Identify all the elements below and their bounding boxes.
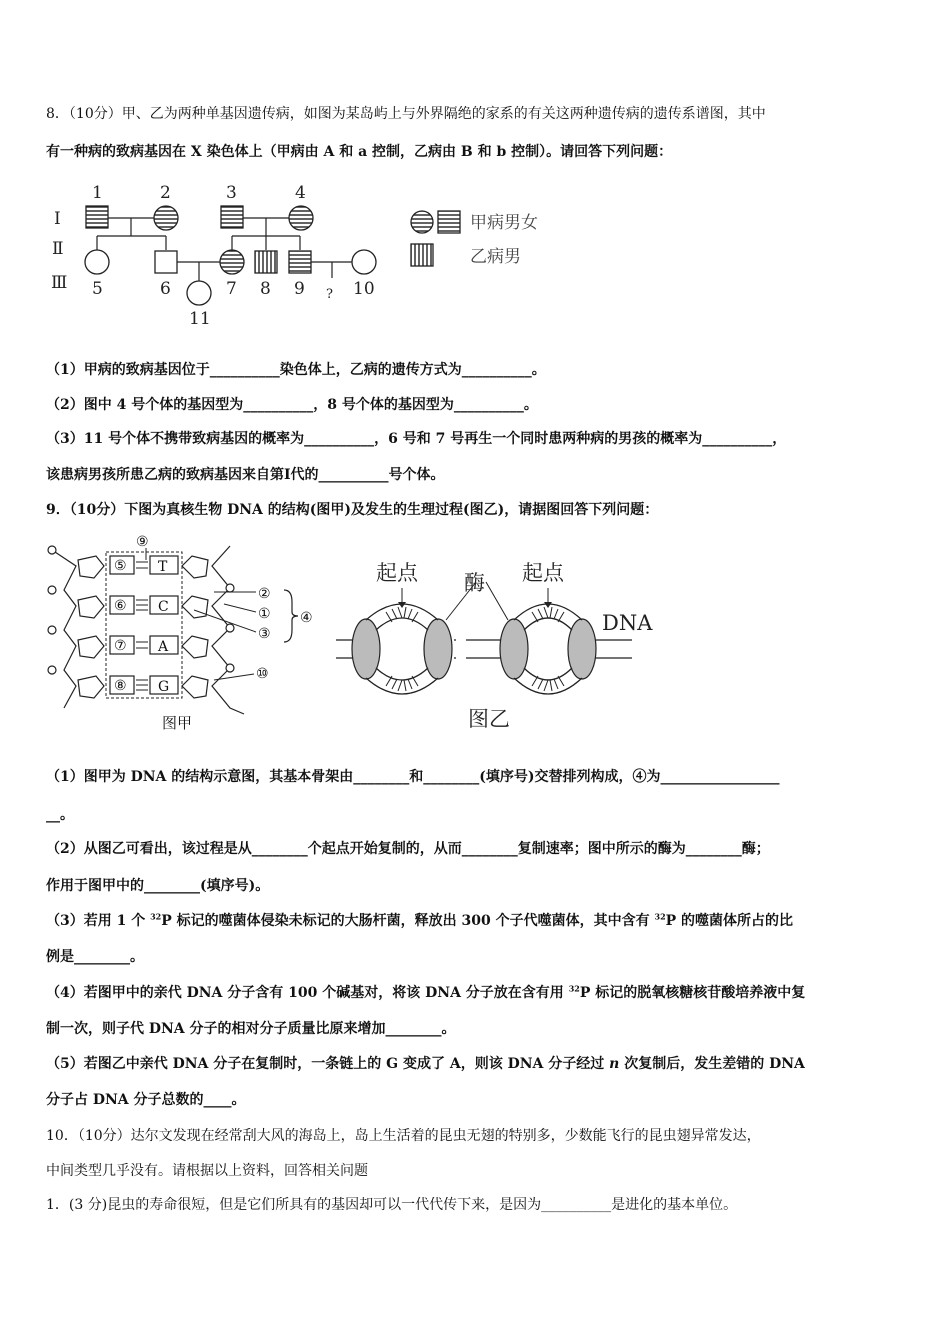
id-label-6: 6 bbox=[160, 279, 171, 299]
individual-11 bbox=[187, 281, 211, 305]
id-label-10: 10 bbox=[353, 279, 375, 299]
q8-stem-line2: 有一种病的致病基因在 X 染色体上（甲病由 A 和 a 控制，乙病由 B 和 b 控制）。请回答下列问题： bbox=[46, 144, 673, 160]
label-3: ③ bbox=[258, 626, 271, 642]
id-label-2: 2 bbox=[160, 183, 171, 203]
q9-part4-cont: 制一次，则子代 DNA 分子的相对分子质量比原来增加________。 bbox=[46, 1021, 456, 1037]
q9-part3 bbox=[46, 910, 793, 930]
id-label-5: 5 bbox=[92, 279, 103, 299]
q9-part1-cont: __。 bbox=[46, 807, 74, 823]
q9-part3-cont: 例是________。 bbox=[46, 949, 144, 965]
q9-p4-sup: 32 bbox=[568, 983, 580, 994]
q9-p5-post: 次复制后，发生差错的 DNA bbox=[619, 1056, 805, 1072]
individual-5 bbox=[85, 250, 109, 274]
id-label-11: 11 bbox=[189, 309, 211, 326]
label-4: ④ bbox=[300, 610, 313, 626]
q9-p3-pre: （3）若用 1 个 bbox=[46, 913, 151, 929]
fig-b-caption: 图乙 bbox=[468, 707, 510, 731]
q10-part1: 1．(3 分)昆虫的寿命很短，但是它们所具有的基因却可以一代代传下来，是因为__________是进化的基本单位。 bbox=[46, 1197, 738, 1213]
q9-part4 bbox=[46, 982, 805, 1002]
num-5: ⑤ bbox=[114, 558, 127, 574]
base-a: A bbox=[158, 639, 169, 655]
q8-stem-line1: 8．（10分）甲、乙为两种单基因遗传病，如图为某岛屿上与外界隔绝的家系的有关这两种遗传病的遗传系谱图，其中 bbox=[46, 106, 766, 122]
individual-4 bbox=[289, 206, 313, 230]
legend-female-a-symbol bbox=[411, 211, 433, 233]
dna-structure-figure bbox=[44, 532, 334, 732]
q9-p5-n: n bbox=[609, 1056, 620, 1072]
q8-part3: （3）11 号个体不携带致病基因的概率为__________，6 号和 7 号再生一个同时患两种病的男孩的概率为__________， bbox=[46, 431, 787, 447]
base-c: C bbox=[158, 599, 169, 615]
base-t: T bbox=[158, 559, 168, 575]
q8-part1: （1）甲病的致病基因位于__________染色体上，乙病的遗传方式为__________。 bbox=[46, 362, 546, 378]
q9-part1: （1）图甲为 DNA 的结构示意图，其基本骨架由________和________(填序号)交替排列构成，④为_________________ bbox=[46, 769, 780, 785]
individual-6 bbox=[155, 251, 177, 273]
gen-label-2: Ⅱ bbox=[52, 239, 64, 259]
individual-7 bbox=[220, 250, 244, 274]
replication-figure bbox=[336, 558, 666, 734]
q9-part2: （2）从图乙可看出，该过程是从________个起点开始复制的，从而________复制速率；图中所示的酶为________酶； bbox=[46, 841, 770, 857]
q9-p4-pre: （4）若图甲中的亲代 DNA 分子含有 100 个碱基对，将该 DNA 分子放在含有用 bbox=[46, 985, 569, 1001]
individual-1 bbox=[86, 206, 108, 228]
label-10: ⑩ bbox=[256, 666, 269, 682]
id-label-9: 9 bbox=[294, 279, 305, 299]
label-9: ⑨ bbox=[136, 534, 149, 550]
origin-label-2: 起点 bbox=[522, 561, 564, 585]
legend-male-b-symbol bbox=[411, 244, 433, 266]
q9-stem-text: 9．（10分）下图为真核生物 DNA 的结构(图甲)及发生的生理过程(图乙)，请据图回答下列问题： bbox=[46, 502, 659, 518]
label-1: ① bbox=[258, 606, 271, 622]
base-g: G bbox=[158, 679, 170, 695]
legend-male-a-symbol bbox=[438, 211, 460, 233]
legend-a-label: 甲病男女 bbox=[470, 213, 538, 233]
individual-2 bbox=[154, 206, 178, 230]
q9-stem bbox=[46, 499, 658, 519]
id-label-3: 3 bbox=[226, 183, 237, 203]
q9-p4-post: P 标记的脱氧核糖核苷酸培养液中复 bbox=[579, 985, 806, 1001]
q10-stem-line2: 中间类型几乎没有。请根据以上资料，回答相关问题 bbox=[46, 1163, 368, 1179]
pedigree-figure bbox=[46, 178, 566, 326]
id-label-8: 8 bbox=[260, 279, 271, 299]
num-8: ⑧ bbox=[114, 678, 127, 694]
enzyme-label: 酶 bbox=[464, 571, 485, 595]
id-label-4: 4 bbox=[295, 183, 306, 203]
gen-label-3: Ⅲ bbox=[51, 273, 68, 293]
q9-part5-cont: 分子占 DNA 分子总数的____。 bbox=[46, 1092, 246, 1108]
num-7: ⑦ bbox=[114, 638, 127, 654]
individual-8 bbox=[255, 251, 277, 273]
label-2: ② bbox=[258, 586, 271, 602]
num-6: ⑥ bbox=[114, 598, 127, 614]
q8-part2: （2）图中 4 号个体的基因型为__________，8 号个体的基因型为__________。 bbox=[46, 397, 538, 413]
fig-a-caption: 图甲 bbox=[162, 714, 193, 732]
dna-label: DNA bbox=[602, 611, 653, 635]
q9-p3-post: P 的噬菌体所占的比 bbox=[665, 913, 794, 929]
q8-part3-cont: 该患病男孩所患乙病的致病基因来自第Ⅰ代的__________号个体。 bbox=[46, 467, 445, 483]
individual-9 bbox=[289, 251, 311, 273]
q9-p3-sup1: 32 bbox=[150, 911, 162, 922]
id-label-1: 1 bbox=[92, 183, 103, 203]
legend-b-label: 乙病男 bbox=[470, 247, 521, 267]
q9-part5 bbox=[46, 1053, 805, 1073]
origin-label-1: 起点 bbox=[376, 561, 418, 585]
gen-label-1: Ⅰ bbox=[54, 209, 61, 229]
q9-p3-sup2: 32 bbox=[654, 911, 666, 922]
individual-3 bbox=[221, 206, 243, 228]
q9-part2-cont: 作用于图甲中的________(填序号)。 bbox=[46, 878, 270, 894]
id-label-7: 7 bbox=[226, 279, 237, 299]
q9-p5-pre: （5）若图乙中亲代 DNA 分子在复制时，一条链上的 G 变成了 A，则该 DNA 分子经过 bbox=[46, 1056, 610, 1072]
id-label-unknown: ? bbox=[326, 287, 333, 302]
q9-p3-mid: P 标记的噬菌体侵染未标记的大肠杆菌，释放出 300 个子代噬菌体，其中含有 bbox=[161, 913, 655, 929]
q10-stem-line1: 10．（10分）达尔文发现在经常刮大风的海岛上，岛上生活着的昆虫无翅的特别多，少数能飞行的昆虫翅异常发达， bbox=[46, 1128, 761, 1144]
individual-10 bbox=[352, 250, 376, 274]
